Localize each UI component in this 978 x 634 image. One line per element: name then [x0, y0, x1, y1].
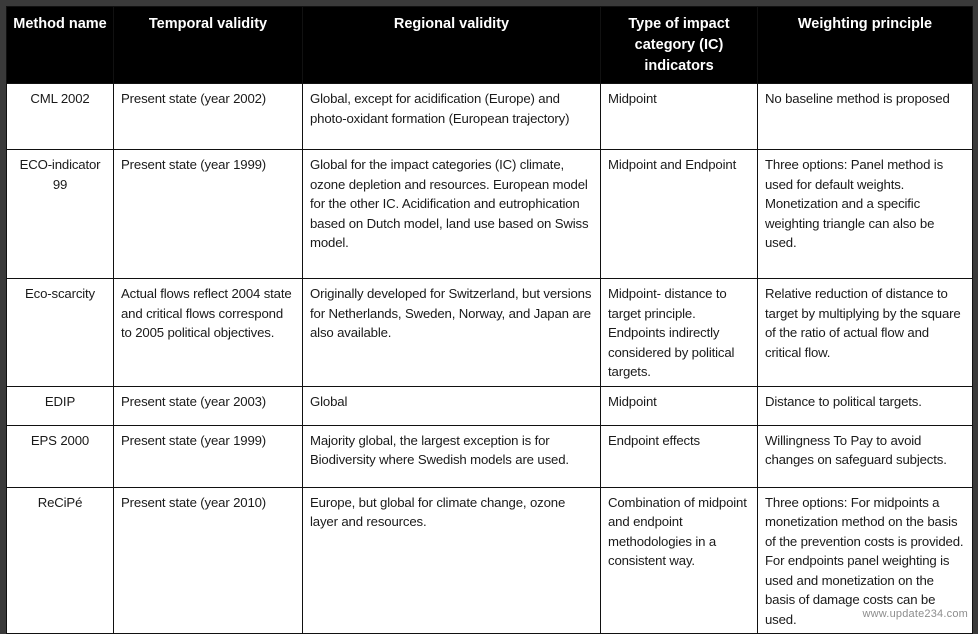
- watermark: www.update234.com: [862, 608, 968, 620]
- table-row: [7, 279, 973, 387]
- cell-weighting-principle: No baseline method is proposed: [758, 84, 973, 150]
- cell-weighting-principle: Three options: Panel method is used for default weights. Monetization and a specific weighting triangle can also be used.: [758, 150, 973, 279]
- cell-temporal-validity: Present state (year 2010): [114, 487, 303, 634]
- cell-ic-type: Midpoint: [601, 84, 758, 150]
- table-row: [7, 150, 973, 279]
- column-header-weighting-principle: Weighting principle: [758, 7, 973, 84]
- cell-ic-type: Midpoint- distance to target principle. Endpoints indirectly considered by political targets.: [601, 279, 758, 387]
- cell-regional-validity: Global for the impact categories (IC) climate, ozone depletion and resources. European model for the other IC. Acidification and eutrophication based on Dutch model, land use based on Swiss model.: [303, 150, 601, 279]
- table-header: [7, 7, 973, 84]
- cell-method-name: EDIP: [7, 386, 114, 425]
- cell-weighting-principle: Relative reduction of distance to target by multiplying by the square of the ratio of actual flow and critical flow.: [758, 279, 973, 387]
- cell-temporal-validity: Present state (year 2002): [114, 84, 303, 150]
- cell-method-name: EPS 2000: [7, 425, 114, 487]
- cell-method-name: CML 2002: [7, 84, 114, 150]
- cell-ic-type: Midpoint and Endpoint: [601, 150, 758, 279]
- cell-weighting-principle: Three options: For midpoints a monetization method on the basis of the prevention costs is provided. For endpoints panel weighting is used and monetization on the basis of damage costs can be used.: [758, 487, 973, 634]
- cell-temporal-validity: Present state (year 1999): [114, 150, 303, 279]
- column-header-regional-validity: Regional validity: [303, 7, 601, 84]
- column-header-temporal-validity: Temporal validity: [114, 7, 303, 84]
- cell-ic-type: Midpoint: [601, 386, 758, 425]
- table-row: [7, 84, 973, 150]
- cell-temporal-validity: Present state (year 1999): [114, 425, 303, 487]
- cell-weighting-principle: Distance to political targets.: [758, 386, 973, 425]
- cell-ic-type: Endpoint effects: [601, 425, 758, 487]
- cell-method-name: ReCiPé: [7, 487, 114, 634]
- table-row: [7, 487, 973, 634]
- cell-weighting-principle: Willingness To Pay to avoid changes on safeguard subjects.: [758, 425, 973, 487]
- cell-regional-validity: Majority global, the largest exception is for Biodiversity where Swedish models are used.: [303, 425, 601, 487]
- column-header-ic-type: Type of impact category (IC) indicators: [601, 7, 758, 84]
- table-row: [7, 386, 973, 425]
- cell-method-name: Eco-scarcity: [7, 279, 114, 387]
- header-row: [7, 7, 973, 84]
- cell-ic-type: Combination of midpoint and endpoint methodologies in a consistent way.: [601, 487, 758, 634]
- cell-regional-validity: Originally developed for Switzerland, but versions for Netherlands, Sweden, Norway, and Japan are also available.: [303, 279, 601, 387]
- table-row: [7, 425, 973, 487]
- table-body: [7, 84, 973, 634]
- cell-method-name: ECO-indicator 99: [7, 150, 114, 279]
- cell-temporal-validity: Present state (year 2003): [114, 386, 303, 425]
- column-header-method-name: Method name: [7, 7, 114, 84]
- table-frame: [6, 6, 972, 627]
- cell-regional-validity: Global: [303, 386, 601, 425]
- cell-temporal-validity: Actual flows reflect 2004 state and critical flows correspond to 2005 political objectives.: [114, 279, 303, 387]
- lcia-methods-table: [6, 6, 973, 634]
- cell-regional-validity: Global, except for acidification (Europe) and photo-oxidant formation (European trajectory): [303, 84, 601, 150]
- cell-regional-validity: Europe, but global for climate change, ozone layer and resources.: [303, 487, 601, 634]
